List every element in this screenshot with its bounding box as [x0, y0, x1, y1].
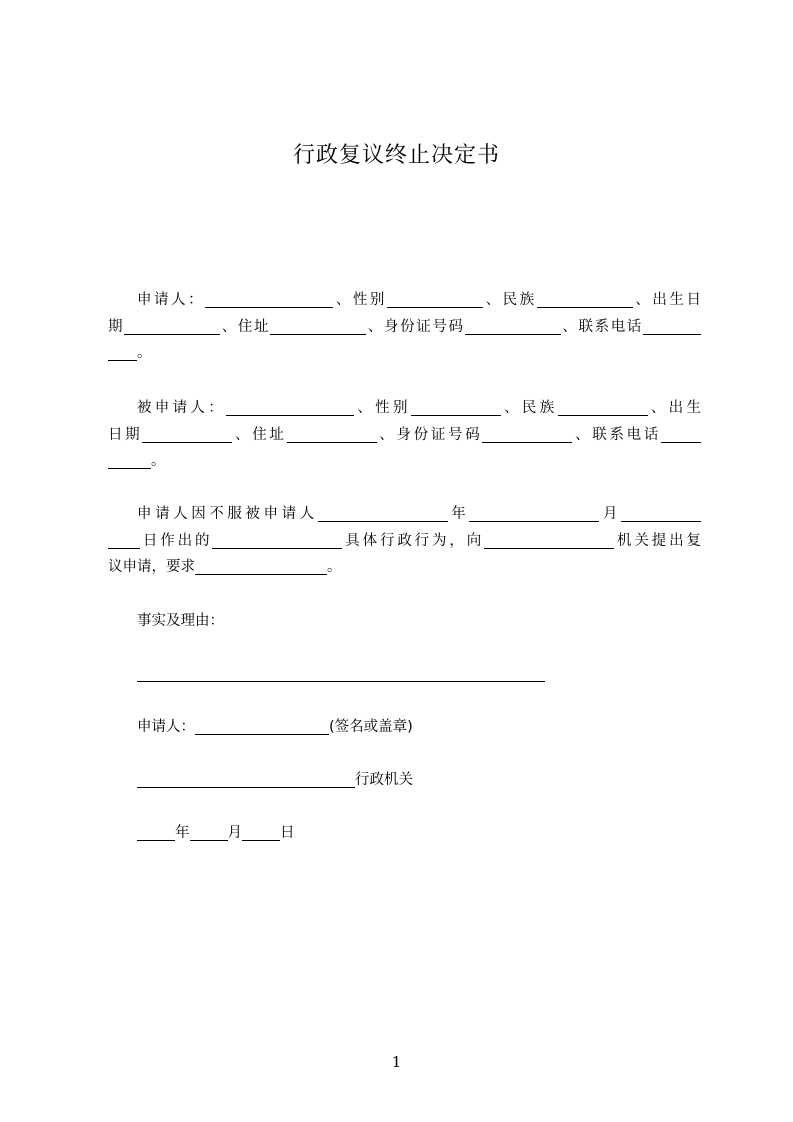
- action-day-blank[interactable]: [621, 504, 701, 522]
- organ-label: 行政机关: [355, 772, 413, 788]
- applicant-line-3: [108, 340, 701, 367]
- request-line-1: [108, 501, 701, 528]
- date-month-blank[interactable]: [190, 823, 228, 841]
- address-label: 、住址: [232, 426, 287, 443]
- respondent-line-1: [108, 395, 701, 422]
- page-number: 1: [391, 1053, 402, 1071]
- applicant-line-1: [108, 287, 701, 314]
- action-year-blank[interactable]: [318, 504, 448, 522]
- applicant-birth-blank[interactable]: [124, 317, 220, 335]
- applicant-paragraph: [108, 287, 701, 367]
- month-label: 月: [599, 506, 622, 522]
- respondent-id-blank[interactable]: [482, 425, 572, 443]
- applicant-gender-blank[interactable]: [387, 290, 483, 308]
- respondent-end: 。: [151, 453, 166, 469]
- request-end: 。: [327, 559, 342, 575]
- respondent-ethnicity-blank[interactable]: [558, 398, 648, 416]
- action-day-blank-cont[interactable]: [108, 531, 140, 549]
- date-month-label: 月: [227, 825, 242, 841]
- request-line-2: [108, 528, 701, 555]
- date-line: [137, 823, 295, 843]
- ethnicity-label: 、民族: [483, 292, 537, 308]
- request-line-3: [108, 554, 701, 581]
- respondent-gender-blank[interactable]: [411, 398, 501, 416]
- respondent-line-2: [108, 422, 701, 449]
- organ-apply-label: 机关提出复: [614, 532, 701, 549]
- id-label: 、身份证号码: [366, 318, 465, 335]
- gender-label: 、性别: [333, 292, 387, 308]
- organ-line: [137, 770, 413, 790]
- respondent-line-3: [108, 448, 701, 475]
- signature-blank[interactable]: [195, 717, 329, 735]
- organ-blank[interactable]: [137, 770, 355, 788]
- day-made-label: 日作出的: [140, 532, 213, 549]
- birth-label: 、出生: [647, 400, 701, 416]
- review-organ-blank[interactable]: [484, 531, 614, 549]
- respondent-name-blank[interactable]: [226, 398, 354, 416]
- applicant-ethnicity-blank[interactable]: [537, 290, 633, 308]
- action-month-blank[interactable]: [469, 504, 599, 522]
- facts-blank[interactable]: [137, 664, 545, 682]
- applicant-address-blank[interactable]: [270, 317, 366, 335]
- date-day-blank[interactable]: [242, 823, 280, 841]
- applicant-end: 。: [137, 345, 152, 361]
- signature-line: [137, 717, 413, 737]
- request-content-blank[interactable]: [195, 557, 327, 575]
- applicant-id-blank[interactable]: [465, 317, 561, 335]
- action-label: 具体行政行为，向: [342, 532, 485, 549]
- respondent-phone-blank-cont[interactable]: [108, 451, 151, 469]
- respondent-phone-blank[interactable]: [661, 425, 701, 443]
- request-intro: 申请人因不服被申请人: [137, 506, 318, 522]
- signature-note: (签名或盖章): [329, 719, 413, 735]
- applicant-line-2: [108, 314, 701, 341]
- phone-label: 、联系电话: [572, 426, 662, 443]
- address-label: 、住址: [220, 318, 271, 335]
- facts-label: 事实及理由：: [137, 613, 224, 629]
- document-title: 行政复议终止决定书: [292, 143, 500, 168]
- birth-label-cont: 期: [108, 318, 125, 335]
- date-year-blank[interactable]: [137, 823, 175, 841]
- id-label: 、身份证号码: [376, 426, 483, 443]
- phone-label: 、联系电话: [560, 318, 644, 335]
- respondent-birth-blank[interactable]: [142, 425, 232, 443]
- respondent-label: 被申请人：: [137, 400, 227, 416]
- year-label: 年: [447, 506, 470, 522]
- birth-label: 、出生日: [632, 292, 701, 308]
- applicant-phone-blank-cont[interactable]: [108, 343, 137, 361]
- gender-label: 、性别: [354, 400, 411, 416]
- applicant-name-blank[interactable]: [205, 290, 333, 308]
- date-year-label: 年: [175, 825, 190, 841]
- ethnicity-label: 、民族: [500, 400, 558, 416]
- applicant-label: 申请人：: [137, 292, 206, 308]
- respondent-paragraph: [108, 395, 701, 475]
- signature-label: 申请人：: [137, 719, 195, 735]
- respondent-address-blank[interactable]: [287, 425, 377, 443]
- action-type-blank[interactable]: [212, 531, 342, 549]
- date-day-label: 日: [280, 825, 295, 841]
- request-paragraph: [108, 501, 701, 581]
- apply-label-cont: 议申请，要求: [108, 559, 195, 575]
- applicant-phone-blank[interactable]: [643, 317, 701, 335]
- birth-label-cont: 日期: [108, 426, 143, 443]
